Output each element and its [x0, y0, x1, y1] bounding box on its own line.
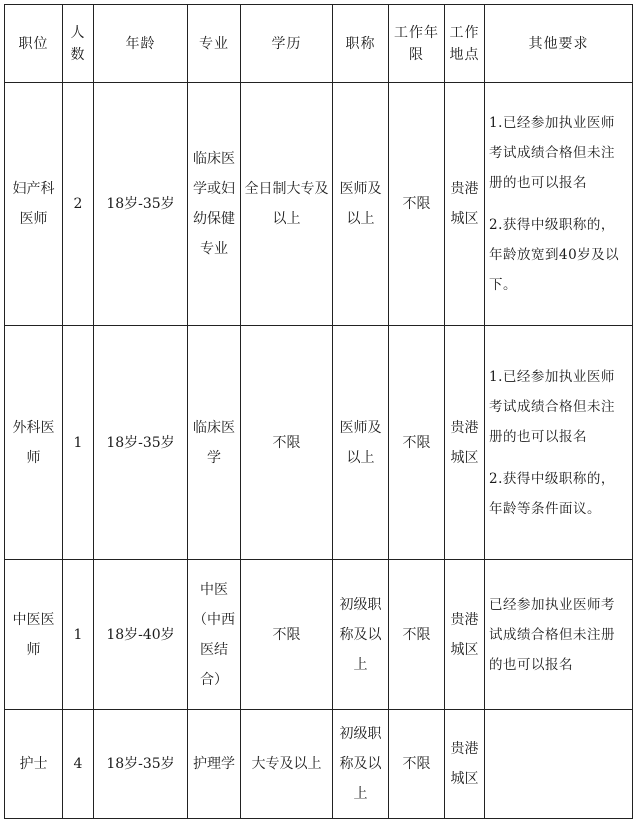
requirement-item: 2.获得中级职称的，年龄放宽到40岁及以下。 [489, 217, 620, 293]
header-age: 年龄 [94, 5, 188, 83]
cell-education: 不限 [241, 326, 333, 560]
cell-age: 18岁-35岁 [94, 710, 188, 819]
cell-count: 4 [63, 710, 94, 819]
header-location: 工作地点 [445, 5, 485, 83]
cell-requirements [485, 560, 633, 710]
cell-requirements [485, 326, 633, 560]
cell-title: 初级职称及以上 [333, 710, 389, 819]
cell-years: 不限 [389, 326, 445, 560]
table-header-row [5, 5, 633, 83]
table-row [5, 83, 633, 326]
cell-education: 全日制大专及以上 [241, 83, 333, 326]
header-years: 工作年限 [389, 5, 445, 83]
cell-position: 妇产科医师 [5, 83, 63, 326]
table-row [5, 710, 633, 819]
cell-age: 18岁-35岁 [94, 326, 188, 560]
cell-title: 初级职称及以上 [333, 560, 389, 710]
cell-years: 不限 [389, 560, 445, 710]
cell-major: 中医（中西医结合） [188, 560, 241, 710]
table-row [5, 326, 633, 560]
cell-age: 18岁-35岁 [94, 83, 188, 326]
cell-location: 贵港城区 [445, 710, 485, 819]
requirement-item: 1.已经参加执业医师考试成绩合格但未注册的也可以报名 [489, 115, 615, 191]
recruitment-table [4, 4, 633, 819]
cell-age: 18岁-40岁 [94, 560, 188, 710]
cell-requirements [485, 710, 633, 819]
requirement-item: 1.已经参加执业医师考试成绩合格但未注册的也可以报名 [489, 368, 615, 445]
cell-count: 1 [63, 326, 94, 560]
cell-education: 不限 [241, 560, 333, 710]
cell-location: 贵港城区 [445, 560, 485, 710]
cell-count: 2 [63, 83, 94, 326]
table-row [5, 560, 633, 710]
cell-title: 医师及以上 [333, 326, 389, 560]
cell-location: 贵港城区 [445, 326, 485, 560]
cell-position: 外科医师 [5, 326, 63, 560]
header-education: 学历 [241, 5, 333, 83]
cell-location: 贵港城区 [445, 83, 485, 326]
requirement-item: 已经参加执业医师考试成绩合格但未注册的也可以报名 [489, 596, 615, 673]
cell-major: 护理学 [188, 710, 241, 819]
cell-position: 护士 [5, 710, 63, 819]
cell-major: 临床医学或妇幼保健专业 [188, 83, 241, 326]
cell-years: 不限 [389, 83, 445, 326]
header-requirements: 其他要求 [485, 5, 633, 83]
requirement-item: 2.获得中级职称的，年龄等条件面议。 [489, 470, 615, 517]
header-count: 人数 [63, 5, 94, 83]
cell-requirements [485, 83, 633, 326]
cell-education: 大专及以上 [241, 710, 333, 819]
cell-title: 医师及以上 [333, 83, 389, 326]
header-major: 专业 [188, 5, 241, 83]
cell-major: 临床医学 [188, 326, 241, 560]
cell-position: 中医医师 [5, 560, 63, 710]
cell-count: 1 [63, 560, 94, 710]
header-position: 职位 [5, 5, 63, 83]
cell-years: 不限 [389, 710, 445, 819]
header-title: 职称 [333, 5, 389, 83]
